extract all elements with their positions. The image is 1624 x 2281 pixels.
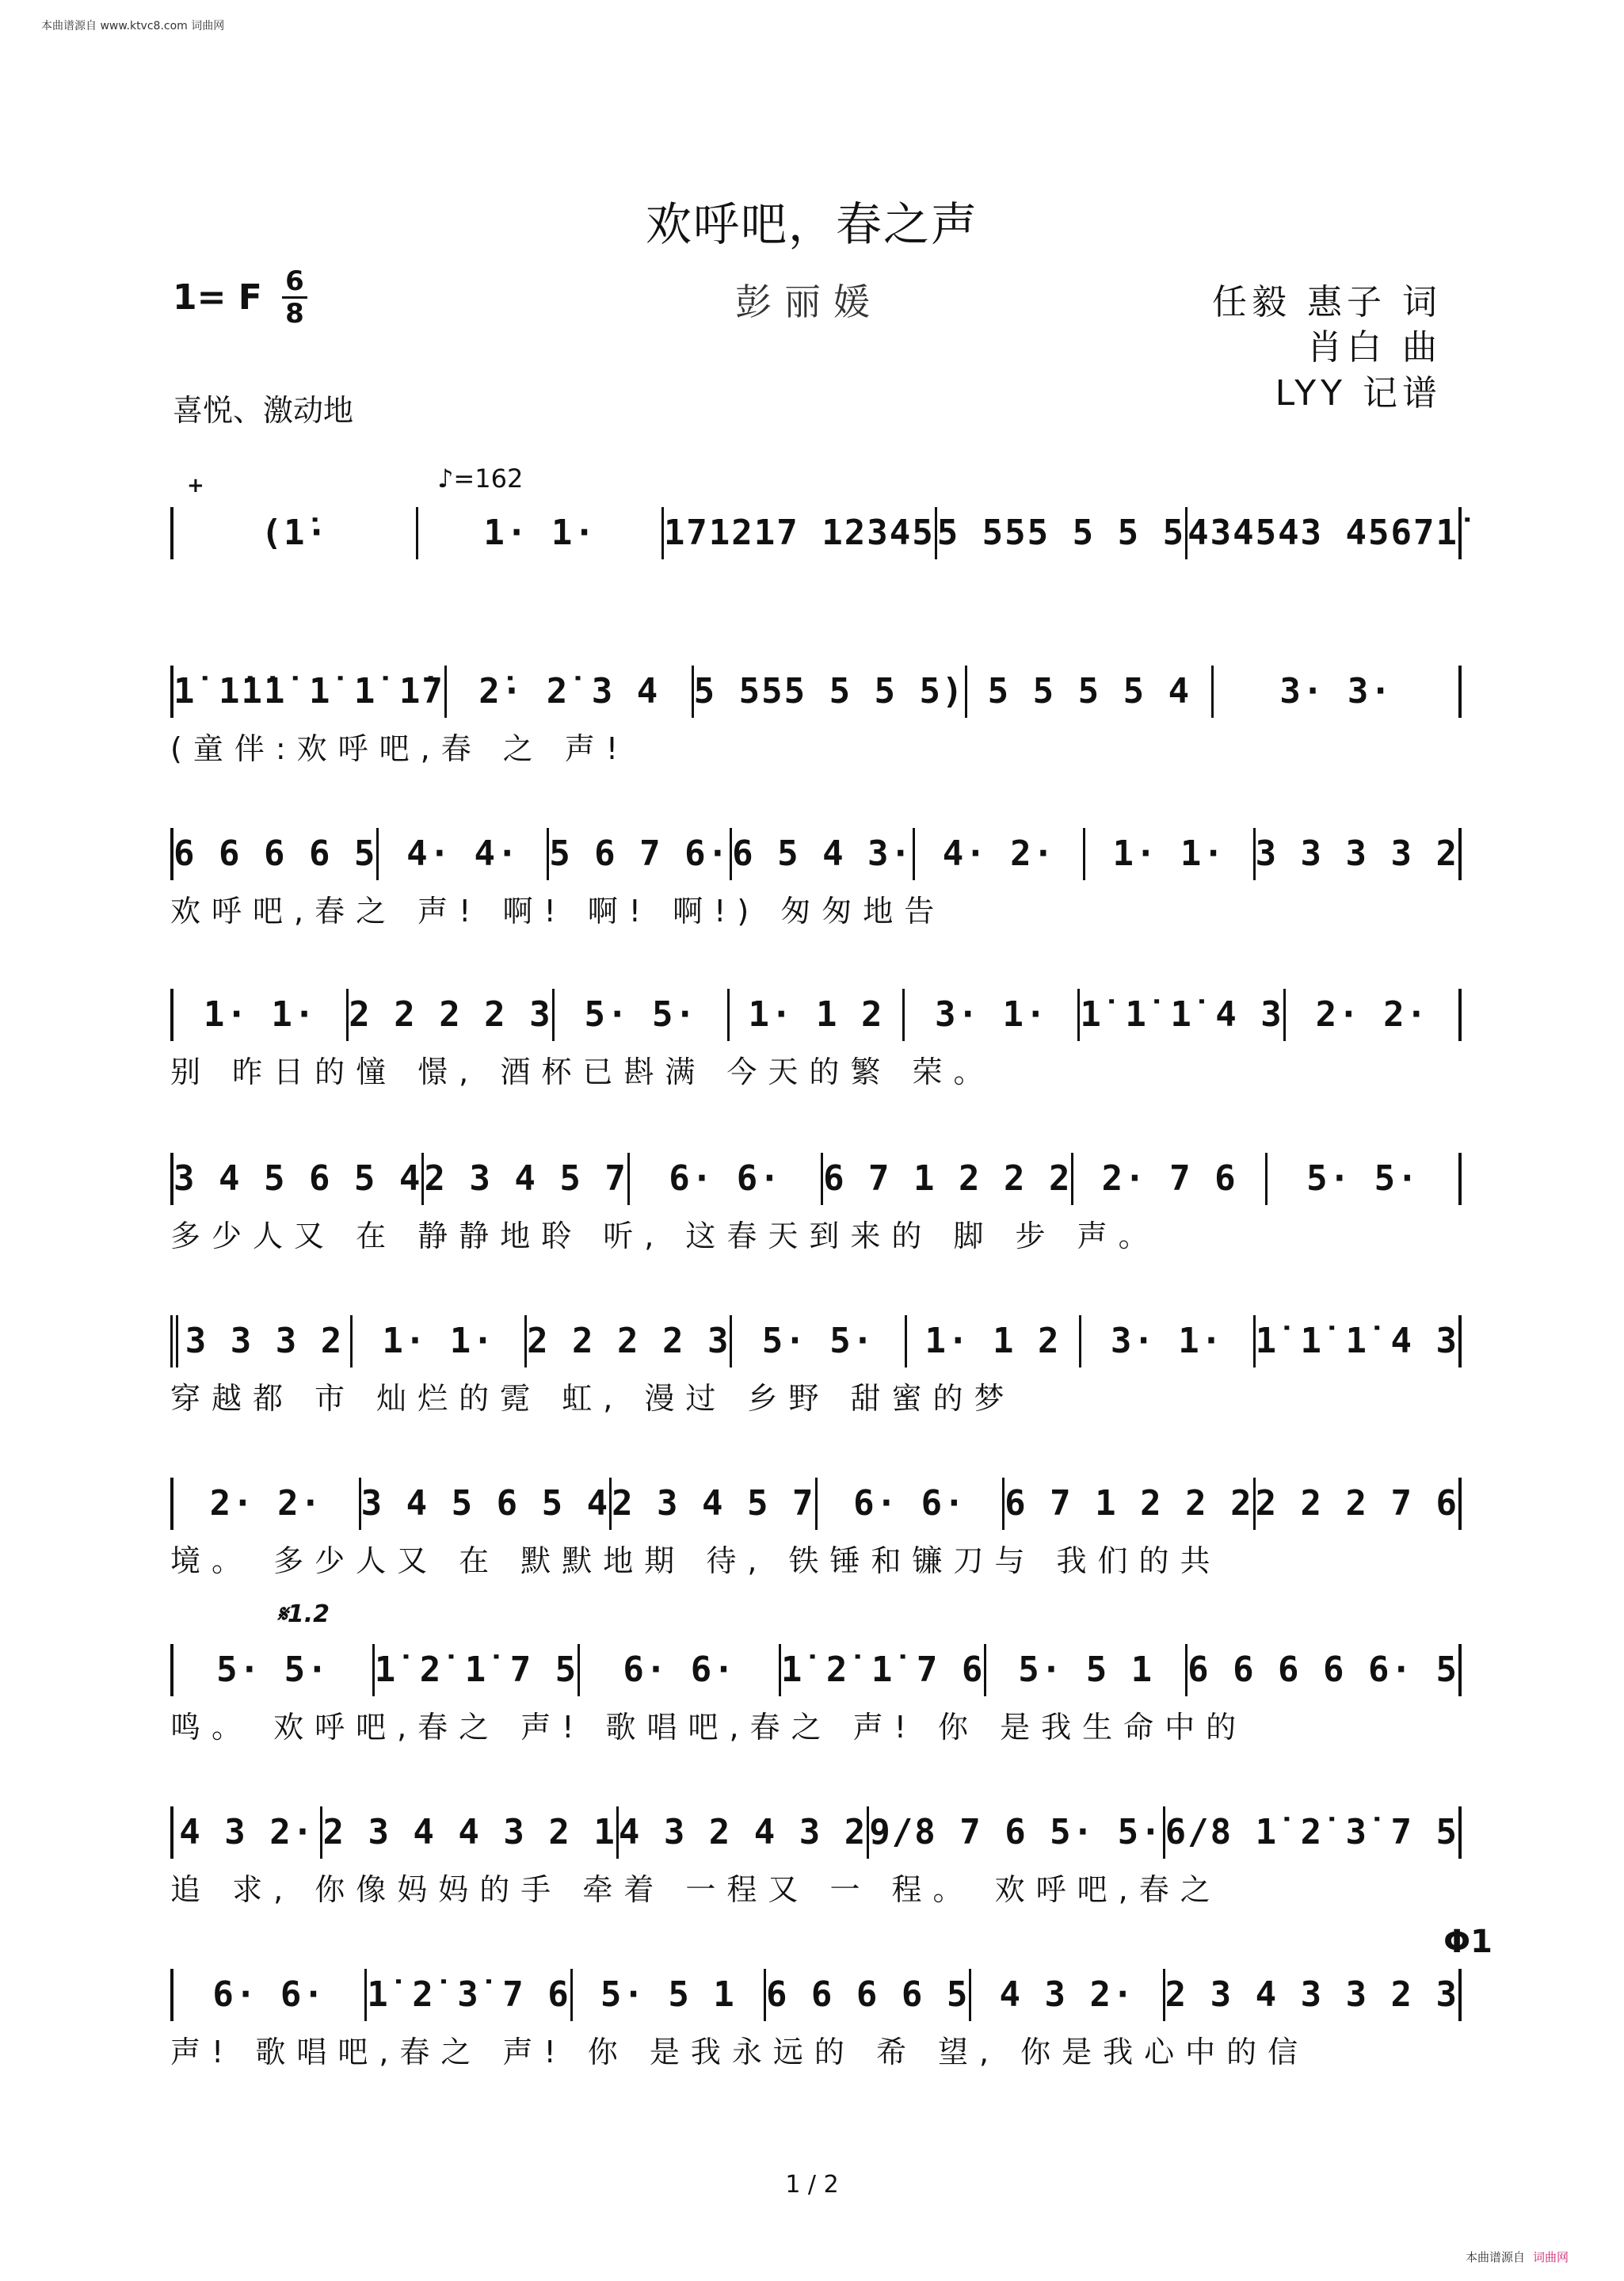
measure: (1̇· — [173, 507, 418, 559]
lyric-line — [170, 572, 1462, 608]
measure: 5 555 5 5 5 — [937, 507, 1188, 559]
measure-row — [170, 507, 1462, 559]
lyric-line: 穿越都 市 灿烂的霓 虹, 漫过 乡野 甜蜜的梦 — [170, 1381, 1016, 1416]
measure: 1̇ 2̇ 3̇ 7 6 — [367, 1969, 572, 2021]
singer: 彭丽媛 — [735, 280, 883, 323]
segno-mark: 𝄋1.2 — [277, 1600, 330, 1628]
measure-row — [170, 1315, 1462, 1367]
measure: 3· 3· — [1279, 671, 1393, 711]
lyric-line: 声! 歌唱吧,春之 声! 你 是我永远的 希 望, 你是我心中的信 — [170, 2035, 1309, 2069]
measure-row — [170, 1478, 1462, 1530]
measure: 171217 12345 — [664, 507, 937, 559]
measure: 5 6 7 6· — [549, 828, 732, 880]
score-line — [170, 828, 1462, 929]
measure: 4 3 2· — [173, 1806, 322, 1859]
measure: 1̇ 1̇ 1̇ 4 3 — [1080, 989, 1285, 1041]
source-note-top: 本曲谱源自 www.ktvc8.com 词曲网 — [41, 20, 225, 32]
measure: 4 3 2· — [971, 1969, 1165, 2021]
score-line — [170, 1806, 1462, 1908]
tempo-marking: ♪=162 — [437, 463, 524, 494]
measure: 2 3 4 5 7 — [612, 1478, 817, 1530]
lyric-line: 欢呼吧,春之 声! 啊! 啊! 啊!) 匆匆地告 — [170, 894, 946, 929]
measure: 6 6 6 6 5 — [173, 828, 379, 880]
measure: 5 555 5 5 5) — [694, 666, 967, 718]
measure: 2 2 2 2 3 — [349, 989, 554, 1041]
measure: 1̇ 1̇1̇1̇ 1̇ 1̇ 1̇7 — [173, 666, 447, 718]
measure: 3 4 5 6 5 4 — [173, 1153, 424, 1205]
measure: 2 2 2 2 3 — [527, 1315, 732, 1367]
lyric-line: 多少人又 在 静静地聆 听, 这春天到来的 脚 步 声。 — [170, 1219, 1160, 1253]
score-line — [170, 989, 1462, 1090]
source-label: 本曲谱源自 — [1465, 2250, 1525, 2264]
lyric-line: 境。 多少人又 在 默默地期 待, 铁锤和镰刀与 我们的共 — [170, 1543, 1222, 1578]
measure: 2· 2· — [1315, 994, 1429, 1035]
measure: 1· 1 2 — [730, 989, 905, 1041]
measure: 5· 5 1 — [573, 1969, 766, 2021]
measure: 4· 4· — [379, 828, 549, 880]
meter-top: 6 — [285, 265, 304, 297]
measure: 4 3 2 4 3 2 — [619, 1806, 869, 1859]
lyric-line: 追 求, 你像妈妈的手 牵着 一程又 一 程。 欢呼吧,春之 — [170, 1872, 1222, 1907]
measure: 9/8 7 6 5· 5· — [869, 1806, 1165, 1859]
score-line — [170, 1478, 1462, 1579]
measure: 6· 6· — [173, 1969, 367, 2021]
coda-mark: Φ1 — [1443, 1924, 1492, 1960]
measure: 1· 1· — [418, 507, 663, 559]
score-line — [170, 507, 1462, 608]
measure: 3· 1· — [1081, 1315, 1256, 1367]
score-line — [170, 1315, 1462, 1417]
measure: 6 7 1 2 2 2 — [823, 1153, 1073, 1205]
measure: 6 6 6 6 6· 5 — [1188, 1650, 1458, 1690]
measure-row — [170, 1806, 1462, 1859]
measure: 1̇ 2̇ 1̇ 7 5 — [375, 1644, 580, 1696]
measure: 2 3 4 5 7 — [424, 1153, 629, 1205]
lyric-line: 别 昨日的憧 憬, 酒杯已斟满 今天的繁 荣。 — [170, 1055, 995, 1089]
measure: 6/8 1̇ 2̇ 3̇ 7 5 — [1165, 1812, 1458, 1852]
measure: 5· 5· — [732, 1315, 906, 1367]
measure: 3 4 5 6 5 4 — [361, 1478, 612, 1530]
mood-marking: 喜悦、激动地 — [173, 393, 354, 428]
measure: 5 5 5 5 4 — [967, 666, 1214, 718]
measure-row — [170, 1969, 1462, 2021]
measure: 2 3 4 3 3 2 3 — [1165, 1974, 1459, 2015]
measure: 1̇ 2̇ 1̇ 7 6 — [781, 1644, 986, 1696]
score-line — [170, 1969, 1462, 2070]
score-line — [170, 666, 1462, 767]
measure: 4· 2· — [915, 828, 1085, 880]
lyric-line: 鸣。 欢呼吧,春之 声! 歌唱吧,春之 声! 你 是我生命中的 — [170, 1710, 1248, 1745]
measure: 434543 45671̇ — [1188, 513, 1458, 553]
measure: 5· 5· — [173, 1644, 375, 1696]
measure-row — [170, 989, 1462, 1041]
fermata-mark: + — [187, 474, 204, 498]
measure: 1· 1· — [173, 989, 349, 1041]
right-watermark-strip — [1610, 48, 1621, 2249]
measure: 2 2 2 7 6 — [1255, 1483, 1458, 1524]
score-line — [170, 1153, 1462, 1254]
measure: 6 7 1 2 2 2 — [1005, 1478, 1255, 1530]
measure: 6· 6· — [630, 1153, 823, 1205]
measure: 5· 5· — [1306, 1158, 1420, 1199]
measure: 6· 6· — [580, 1644, 781, 1696]
measure: 5· 5· — [555, 989, 730, 1041]
measure: 1· 1· — [1085, 828, 1256, 880]
measure: 3· 1· — [905, 989, 1080, 1041]
measure-row — [170, 1153, 1462, 1205]
measure: 1· 1 2 — [907, 1315, 1081, 1367]
measure-row — [170, 1644, 1462, 1696]
measure: 5· 5 1 — [986, 1644, 1188, 1696]
measure: 3 3 3 3 2 — [1255, 833, 1458, 874]
transcriber: LYY 记谱 — [1275, 373, 1442, 414]
key-signature: 1= F — [173, 277, 262, 318]
measure: 1̇ 1̇ 1̇ 4 3 — [1255, 1321, 1458, 1361]
measure: 6 5 4 3· — [732, 828, 915, 880]
meter-bottom: 8 — [285, 298, 304, 330]
song-title: 欢呼吧，春之声 — [645, 197, 978, 251]
measure: 2· 2· — [173, 1478, 361, 1530]
left-watermark-strip — [3, 48, 14, 2249]
measure-row — [170, 828, 1462, 880]
measure: 6· 6· — [818, 1478, 1005, 1530]
measure: 2̇· 2̇ 3 4 — [447, 666, 694, 718]
measure: 2 3 4 4 3 2 1 — [322, 1806, 618, 1859]
composer: 肖白 曲 — [1307, 327, 1442, 368]
score-line — [170, 1644, 1462, 1745]
time-signature — [282, 265, 307, 330]
source-note-bottom — [1466, 2249, 1569, 2265]
page-number: 1 / 2 — [785, 2171, 839, 2199]
lyricist: 任毅 惠子 词 — [1212, 282, 1442, 322]
measure-row — [170, 666, 1462, 718]
measure: 3 3 3 2 — [178, 1315, 353, 1367]
measure: 6 6 6 6 5 — [766, 1969, 971, 2021]
measure: 2· 7 6 — [1073, 1153, 1267, 1205]
measure: 1· 1· — [353, 1315, 527, 1367]
lyric-line: (童伴:欢呼吧,春 之 声! — [170, 731, 630, 766]
source-brand: 词曲网 — [1532, 2250, 1569, 2264]
